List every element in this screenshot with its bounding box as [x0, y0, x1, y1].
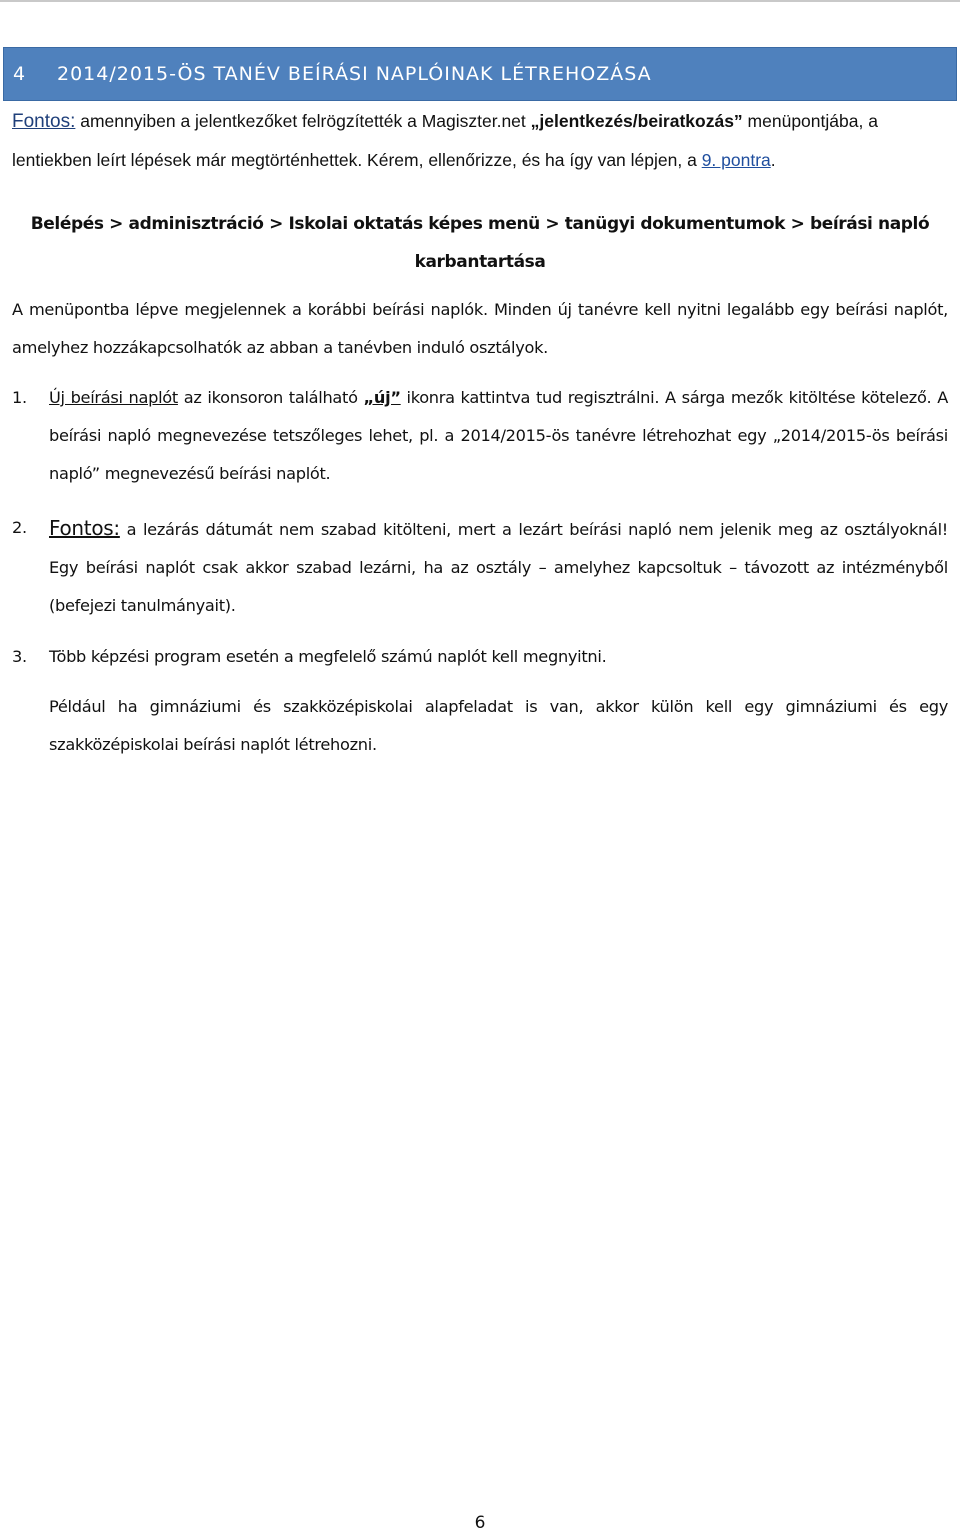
page-number: 6 [474, 1513, 486, 1533]
step-2-text: a lezárás dátumát nem szabad kitölteni, mert a lezárt beírási napló nem jelenik meg az osztályoknál! Egy beírási naplót csak akkor szabad lezárni, ha az osztály – amelyhez kapcsoltuk – távozott az intézményből (befejezi tanulmányait). [49, 520, 948, 615]
intro-text-c: . [770, 150, 776, 170]
step-2-marker: 2. [12, 518, 27, 537]
section-title: 2014/2015-ÖS TANÉV BEÍRÁSI NAPLÓINAK LÉTREHOZÁSA [57, 63, 652, 85]
section-heading [3, 47, 957, 101]
step-1-icon-name: „új” [363, 388, 401, 407]
step-1 [12, 379, 948, 493]
intro-link-9-pontra[interactable]: 9. pontra [701, 150, 771, 170]
page-top-rule [0, 0, 960, 2]
intro-text-b: menüpontjába, a lentiekben leírt lépések már megtörténhettek. Kérem, ellenőrizze, és ha így van lépjen, a [12, 111, 878, 170]
step-3-example [12, 688, 948, 764]
step-3 [12, 638, 948, 676]
step-1-marker: 1. [12, 388, 27, 407]
step-3-text: Több képzési program esetén a megfelelő számú naplót kell megnyitni. [49, 647, 607, 666]
intro-menu-name: „jelentkezés/beiratkozás” [530, 111, 743, 131]
step-3-example-text: Például ha gimnáziumi és szakközépiskolai alapfeladat is van, akkor külön kell egy gimnáziumi és egy szakközépiskolai beírási naplót létrehozni. [49, 697, 948, 754]
step-2-fontos-label: Fontos: [49, 516, 120, 540]
intro-text-a: amennyiben a jelentkezőket felrögzítették a Magiszter.net [75, 111, 531, 131]
intro-note [12, 102, 948, 179]
menu-path: Belépés > adminisztráció > Iskolai oktatás képes menü > tanügyi dokumentumok > beírási napló karbantartása [30, 214, 930, 272]
step-1-text-a: az ikonsoron található [177, 388, 364, 407]
intro-fontos-label: Fontos: [12, 111, 76, 132]
step-2 [12, 509, 948, 625]
intro-paragraph: A menüpontba lépve megjelennek a korábbi beírási naplók. Minden új tanévre kell nyitni legalább egy beírási naplót, amelyhez hozzákapcsolhatók az abban a tanévben induló osztályok. [12, 300, 948, 357]
step-1-link-uj-beirasi-naplot[interactable]: Új beírási naplót [49, 388, 178, 407]
step-1-text-b: ikonra kattintva tud regisztrálni. A sárga mezők kitöltése kötelező. A beírási napló megnevezése tetszőleges lehet, pl. a 2014/2015-ös tanévre létrehozhat egy „2014/2015-ös beírási napló” megnevezésű beírási naplót. [49, 388, 948, 483]
section-number: 4 [13, 63, 27, 85]
step-3-marker: 3. [12, 647, 27, 666]
